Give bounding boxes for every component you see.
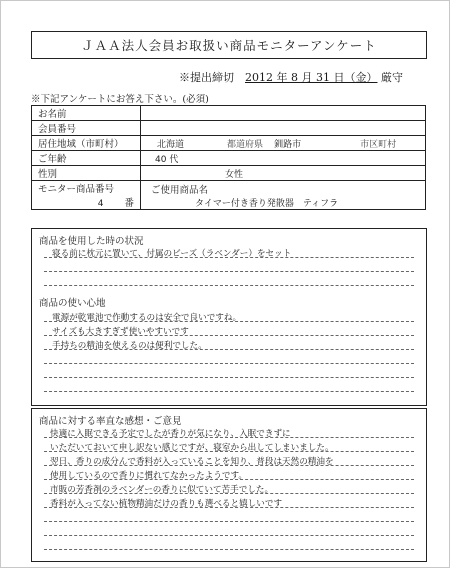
answer-line	[44, 271, 414, 286]
product-number-suffix: 番	[124, 198, 134, 209]
usage-answer-line: 寝る前に枕元に置いて、付属のビーズ（ラベンダー）をセット	[52, 249, 292, 259]
city-value: 釧路市	[274, 139, 302, 150]
product-number-label: モニター商品番号	[38, 184, 115, 195]
age-row	[32, 151, 426, 166]
area-label: 居住地域（市町村）	[32, 136, 141, 151]
gender-label: 性別	[32, 166, 141, 181]
usage-heading: 商品を使用した時の状況	[39, 236, 144, 247]
gender-field[interactable]	[141, 166, 426, 181]
opinion-answer-line: 香料が入ってない植物精油だけの香りも選べると嬉しいです	[50, 499, 283, 509]
opinion-heading: 商品に対する率直な感想・ご意見	[39, 416, 182, 427]
submission-deadline	[179, 69, 403, 85]
respondent-info-table	[31, 105, 426, 210]
feel-answer-line: 手持ちの精油を使えるのは便利でした。	[52, 341, 207, 351]
prefecture-suffix: 都道府県	[227, 139, 264, 150]
opinion-answer-line: 快適に入眠できる予定でしたが香りが気になり、入眠できずに	[50, 429, 291, 439]
age-field[interactable]	[141, 151, 426, 166]
product-name-cell[interactable]	[141, 181, 426, 210]
answer-line	[44, 507, 414, 522]
instruction-text: ※下記アンケートにお答え下さい。(必須)	[31, 94, 209, 105]
answer-line	[44, 349, 414, 364]
opinion-answer-line: 市販の芳香剤のラベンダーの香りに似ていて苦手でした。	[50, 485, 274, 495]
deadline-date: 2012 年 8 月 31 日（金）	[245, 71, 378, 84]
feel-heading: 商品の使い心地	[39, 298, 106, 309]
age-value: 40 代	[155, 154, 179, 165]
member-number-label: 会員番号	[32, 121, 141, 136]
feel-answer-line: 電源が乾電池で作動するのは安全で良いですね。	[52, 313, 242, 323]
product-row	[32, 181, 426, 210]
member-number-field[interactable]	[141, 121, 426, 136]
name-row	[32, 106, 426, 121]
product-number-value: 4	[97, 199, 104, 209]
answer-line	[44, 521, 414, 536]
age-label: ご年齢	[32, 151, 141, 166]
feel-answer-line: サイズも大きすぎず使いやすいです	[52, 327, 189, 337]
opinion-section	[31, 408, 427, 562]
opinion-answer-line: 翌日、香りの成分んで香料が入っていることを知り、普段は天然の精油を	[50, 457, 334, 467]
form-title: ＪＡＡ法人会員お取扱い商品モニターアンケート	[31, 31, 427, 59]
deadline-prefix: ※提出締切	[179, 71, 245, 84]
deadline-suffix: 厳守	[377, 71, 403, 84]
opinion-answer-line: 使用しているので香りに慣れてなかったようです。	[50, 471, 247, 481]
product-name-value: タイマー付き香り発散器 ティフラ	[195, 198, 339, 209]
product-name-label: ご使用商品名	[151, 184, 209, 196]
gender-row	[32, 166, 426, 181]
prefecture-value: 北海道	[157, 139, 185, 150]
gender-value: 女性	[225, 169, 244, 180]
name-field[interactable]	[141, 106, 426, 121]
area-field[interactable]	[141, 136, 426, 151]
answer-line	[44, 535, 414, 550]
product-number-cell[interactable]	[32, 181, 141, 210]
name-label: お名前	[32, 106, 141, 121]
member-row	[32, 121, 426, 136]
usage-section	[31, 228, 427, 406]
answer-line	[44, 377, 414, 392]
city-suffix: 市区町村	[360, 139, 397, 150]
area-row	[32, 136, 426, 151]
opinion-answer-line: いただいておいて申し訳ない感じですが、寝室から出してしまいました。	[50, 443, 334, 453]
answer-line	[44, 257, 414, 272]
answer-line	[44, 363, 414, 378]
